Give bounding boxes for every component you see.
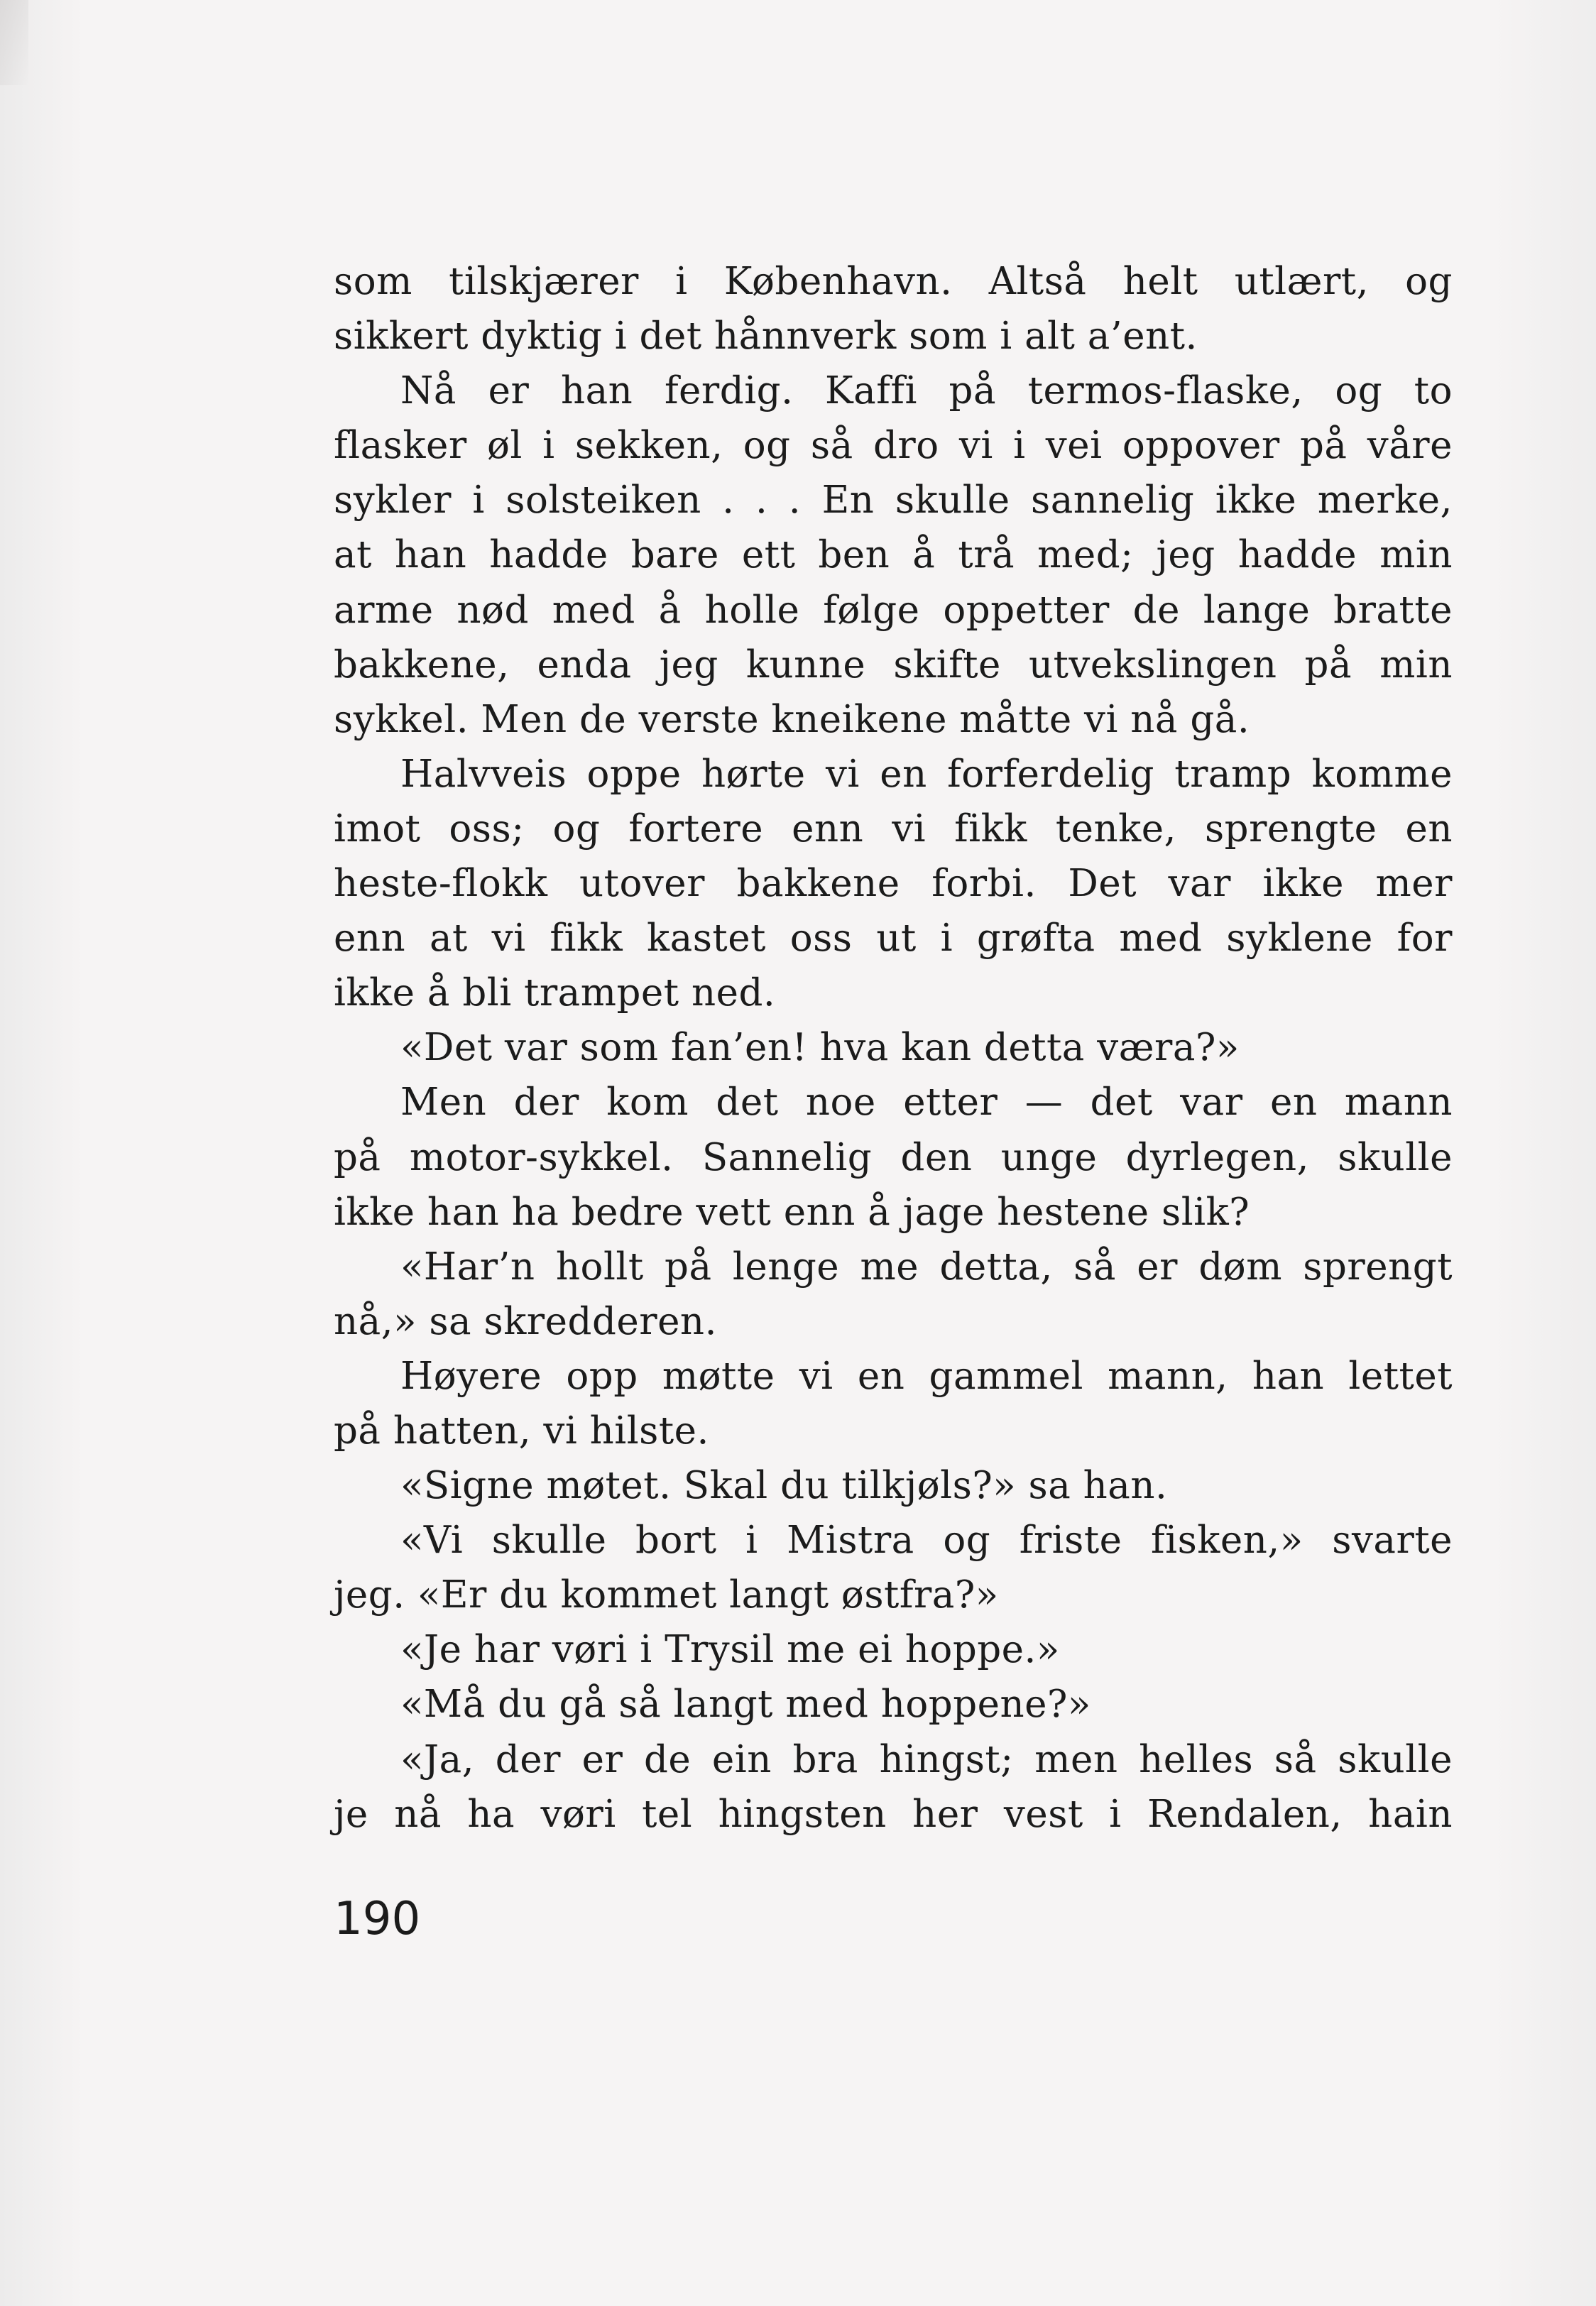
body-text	[334, 254, 1453, 1842]
text-line: «Vi skulle bort i Mistra og friste fisken,» svarte	[400, 1519, 1453, 1563]
text-line: sikkert dyktig i det hånnverk som i alt a’ent.	[334, 315, 1198, 359]
text-line: Nå er han ferdig. Kaffi på termos-flaske, og to	[400, 369, 1453, 413]
text-line: imot oss; og fortere enn vi fikk tenke, sprengte en	[334, 807, 1453, 851]
text-line: «Har’n hollt på lenge me detta, så er døm sprengt	[400, 1245, 1453, 1289]
text-line: nå,» sa skredderen.	[334, 1299, 717, 1343]
text-line: på hatten, vi hilste.	[334, 1409, 709, 1453]
text-line: ikke han ha bedre vett enn å jage hestene slik?	[334, 1190, 1250, 1234]
text-line: heste-flokk utover bakkene forbi. Det var ikke mer	[334, 862, 1453, 906]
text-line: enn at vi fikk kastet oss ut i grøfta med syklene for	[334, 917, 1453, 961]
text-line: je nå ha vøri tel hingsten her vest i Rendalen, hain	[334, 1792, 1453, 1836]
text-line: sykler i solsteiken . . . En skulle sannelig ikke merke,	[334, 479, 1453, 523]
page-corner-shadow	[0, 0, 28, 85]
text-line: «Signe møtet. Skal du tilkjøls?» sa han.	[400, 1464, 1168, 1508]
text-line: som tilskjærer i København. Altså helt utlært, og	[334, 260, 1453, 303]
text-line: Halvveis oppe hørte vi en forferdelig tramp komme	[400, 752, 1453, 796]
text-line: at han hadde bare ett ben å trå med; jeg hadde min	[334, 533, 1453, 577]
text-line: på motor-sykkel. Sannelig den unge dyrlegen, skulle	[334, 1135, 1453, 1179]
text-line: jeg. «Er du kommet langt østfra?»	[334, 1573, 999, 1617]
text-line: Høyere opp møtte vi en gammel mann, han lettet	[400, 1354, 1453, 1398]
text-line: flasker øl i sekken, og så dro vi i vei oppover på våre	[334, 424, 1453, 468]
text-line: «Je har vøri i Trysil me ei hoppe.»	[400, 1628, 1060, 1672]
page-number: 190	[334, 1893, 421, 1945]
text-line: «Ja, der er de ein bra hingst; men helles så skulle	[400, 1737, 1453, 1781]
text-line: sykkel. Men de verste kneikene måtte vi nå gå.	[334, 697, 1250, 741]
text-line: Men der kom det noe etter — det var en mann	[400, 1081, 1453, 1125]
text-line: arme nød med å holle følge oppetter de lange bratte	[334, 588, 1453, 632]
text-line: ikke å bli trampet ned.	[334, 971, 776, 1015]
text-line: «Det var som fan’en! hva kan detta væra?»	[400, 1026, 1240, 1070]
text-line: bakkene, enda jeg kunne skifte utvekslingen på min	[334, 643, 1453, 687]
text-line: «Må du gå så langt med hoppene?»	[400, 1683, 1091, 1727]
